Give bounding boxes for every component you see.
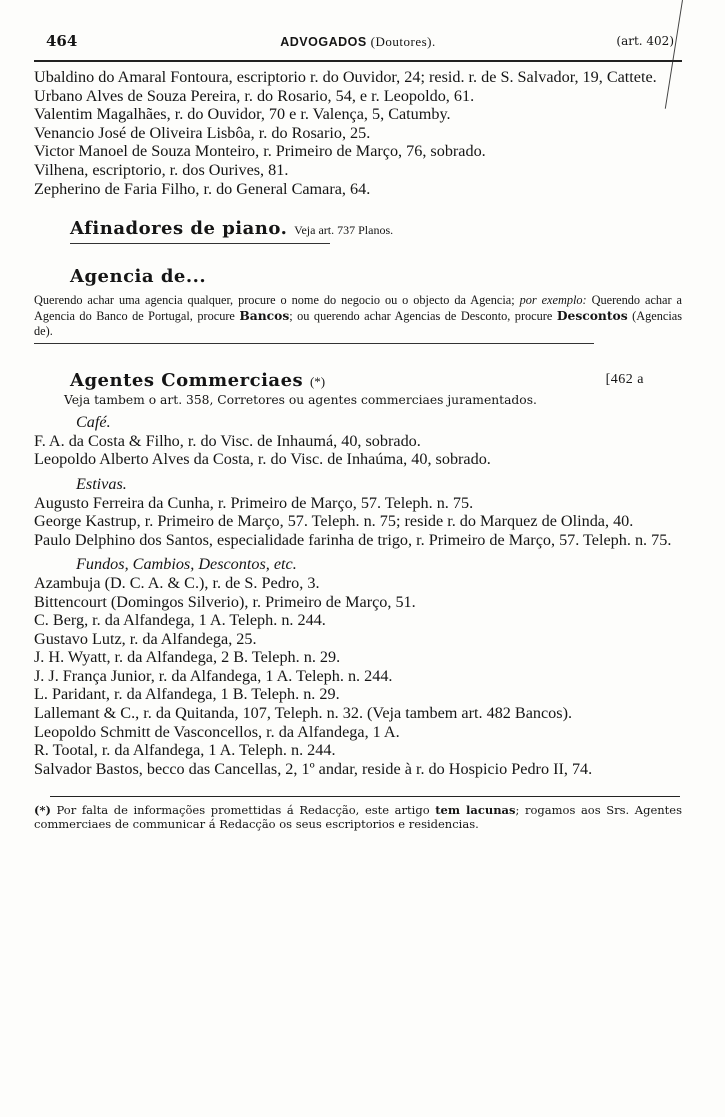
agentes-title: Agentes Commerciaes	[70, 370, 304, 392]
list-item: C. Berg, r. da Alfandega, 1 A. Teleph. n. 244.	[34, 611, 326, 630]
agencia-text-3: ; ou querendo achar Agencias de Desconto, procure	[289, 309, 553, 324]
agentes-footnote-mark: (*)	[309, 374, 326, 390]
list-item: Urbano Alves de Souza Pereira, r. do Rosario, 54, e r. Leopoldo, 61.	[34, 86, 475, 105]
advogados-list	[34, 68, 682, 198]
page-header	[34, 28, 682, 50]
footnote-text-2: ; rogamos aos Srs. Agentes commerciaes de communicar á Redacção os seus escriptorios e residencias.	[34, 803, 683, 832]
agencia-heading	[34, 266, 682, 287]
list-item: J. H. Wyatt, r. da Alfandega, 2 B. Teleph. n. 29.	[34, 648, 341, 667]
footnote-emphasis: tem lacunas	[435, 803, 516, 818]
agentes-heading	[34, 370, 682, 391]
section-divider	[70, 243, 330, 244]
list-item: Venancio José de Oliveira Lisbôa, r. do Rosario, 25.	[34, 123, 371, 142]
article-reference: (art. 402)	[616, 34, 674, 48]
list-item: Leopoldo Schmitt de Vasconcellos, r. da Alfandega, 1 A.	[34, 722, 400, 741]
list-item: Vilhena, escriptorio, r. dos Ourives, 81.	[34, 160, 289, 179]
footnote	[34, 803, 682, 831]
agencia-text	[34, 293, 682, 339]
page-title-main: ADVOGADOS	[280, 35, 367, 49]
list-item: J. J. França Junior, r. da Alfandega, 1 A. Teleph. n. 244.	[34, 666, 393, 685]
list-item: Gustavo Lutz, r. da Alfandega, 25.	[34, 629, 257, 648]
agencia-text-1: Querendo achar uma agencia qualquer, procure o nome do negocio ou o objecto da Agencia;	[34, 293, 515, 308]
agencia-text-2: Querendo achar a Agencia do Banco de Portugal, procure	[34, 293, 682, 324]
agencia-example-label: por exemplo:	[519, 293, 587, 308]
list-item: Valentim Magalhães, r. do Ouvidor, 70 e r. Valença, 5, Catumby.	[34, 105, 451, 124]
list-item: F. A. da Costa & Filho, r. do Visc. de Inhaumá, 40, sobrado.	[34, 431, 421, 450]
agencia-descontos: Descontos	[556, 308, 628, 324]
group-label: Estivas.	[76, 474, 127, 493]
list-item: Azambuja (D. C. A. & C.), r. de S. Pedro, 3.	[34, 573, 320, 592]
list-item: Leopoldo Alberto Alves da Costa, r. do Visc. de Inhaúma, 40, sobrado.	[34, 450, 491, 469]
list-item: Salvador Bastos, becco das Cancellas, 2, 1º andar, reside à r. do Hospicio Pedro II, 74.	[34, 759, 593, 778]
list-item: Ubaldino do Amaral Fontoura, escriptorio r. do Ouvidor, 24; resid. r. de S. Salvador, 19, Cattete.	[34, 68, 657, 86]
list-item: Lallemant & C., r. da Quitanda, 107, Teleph. n. 32. (Veja tambem art. 482 Bancos).	[34, 704, 573, 723]
list-item: Augusto Ferreira da Cunha, r. Primeiro de Março, 57. Teleph. n. 75.	[34, 493, 474, 512]
afinadores-title: Afinadores de piano.	[70, 218, 288, 240]
list-item: L. Paridant, r. da Alfandega, 1 B. Teleph. n. 29.	[34, 685, 340, 704]
footnote-mark: (*)	[34, 803, 51, 818]
list-item: R. Tootal, r. da Alfandega, 1 A. Teleph. n. 244.	[34, 741, 336, 760]
group-label: Café.	[76, 413, 111, 432]
header-rule	[34, 60, 682, 62]
footnote-rule	[50, 796, 680, 797]
page-title-sub: (Doutores).	[370, 34, 436, 49]
agencia-text-4: (Agencias de).	[34, 309, 683, 339]
list-item: Victor Manoel de Souza Monteiro, r. Primeiro de Março, 76, sobrado.	[34, 142, 486, 161]
agentes-note: Veja tambem o art. 358, Corretores ou agentes commerciaes juramentados.	[64, 393, 537, 408]
agentes-list	[34, 413, 682, 778]
list-item: Zepherino de Faria Filho, r. do General Camara, 64.	[34, 179, 371, 198]
section-divider	[34, 343, 594, 344]
afinadores-heading	[34, 218, 682, 239]
list-item: Paulo Delphino dos Santos, especialidade farinha de trigo, r. Primeiro de Março, 57. Teleph. n. 75.	[34, 530, 672, 549]
agencia-title: Agencia de...	[70, 266, 207, 288]
book-page	[34, 28, 682, 831]
agencia-bancos: Bancos	[239, 308, 290, 324]
page-number: 464	[46, 32, 78, 50]
page-title	[34, 34, 682, 50]
list-item: Bittencourt (Domingos Silverio), r. Primeiro de Março, 51.	[34, 592, 416, 611]
group-label: Fundos, Cambios, Descontos, etc.	[76, 555, 297, 574]
footnote-text-1: Por falta de informações promettidas á Redacção, este artigo	[56, 803, 430, 818]
agentes-bracket-ref: [462 a	[605, 372, 644, 388]
afinadores-note: Veja art. 737 Planos.	[294, 223, 394, 238]
list-item: George Kastrup, r. Primeiro de Março, 57. Teleph. n. 75; reside r. do Marquez de Olinda, 40.	[34, 512, 634, 531]
